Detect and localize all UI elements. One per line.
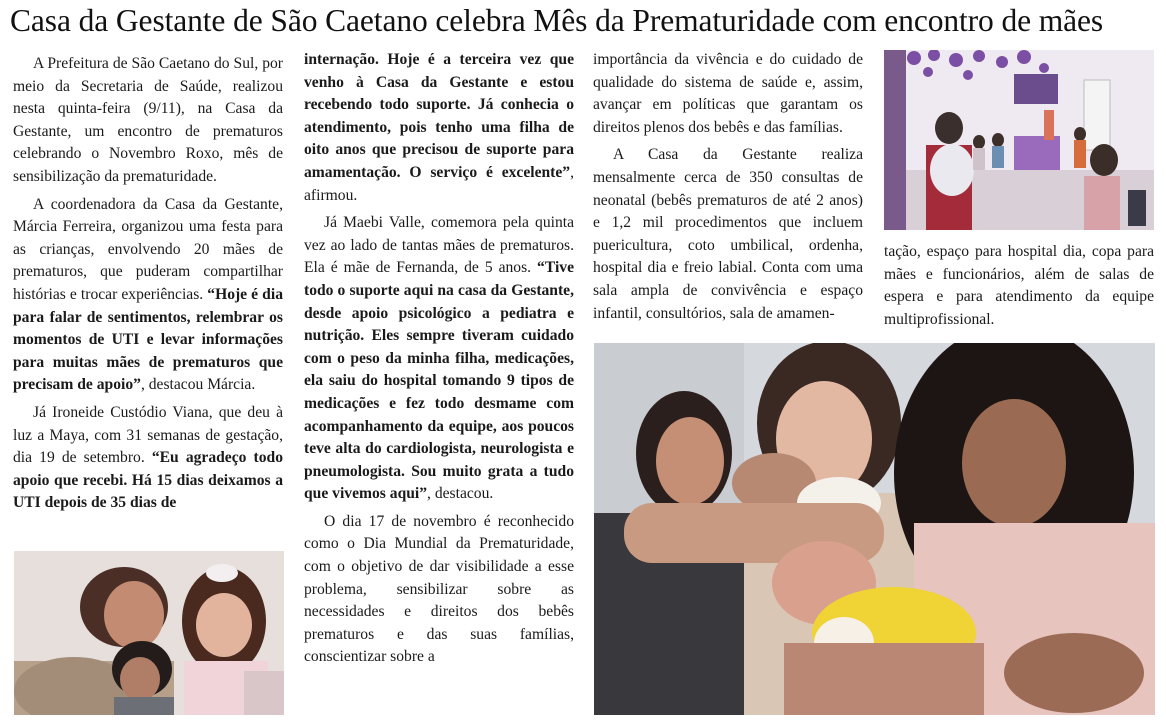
attribution: , destacou Márcia. bbox=[140, 376, 256, 394]
column-2 bbox=[304, 49, 574, 669]
paragraph-text: Já Maebi Valle, comemora pela quinta vez ao lado de tantas mães de prematuros. Ela é mãe de Fernanda, de 5 anos. bbox=[304, 214, 574, 277]
attribution: , afirmou. bbox=[304, 163, 574, 204]
paragraph-text: A coordenadora da Casa da Gestante, Márcia Ferreira, organizou uma festa para as crianças, envolvendo 20 mães de prematuros, que puderam compartilhar histórias e trocar experiências. bbox=[13, 195, 283, 303]
mother-children-photo bbox=[14, 551, 284, 715]
paragraph bbox=[304, 49, 574, 207]
quote: internação. Hoje é a terceira vez que venho à Casa da Gestante e estou recebendo todo suporte. Já conhecia o atendimento, pois tenho uma filha de oito anos que precisou de suporte para amamentação. O serviço é excelente” bbox=[304, 51, 574, 181]
paragraph bbox=[13, 194, 283, 397]
event-room-illustration bbox=[884, 50, 1154, 230]
quote: “Eu agradeço todo apoio que recebi. Há 15 dias deixamos a UTI depois de 35 dias de bbox=[13, 449, 284, 512]
paragraph bbox=[304, 212, 574, 506]
paragraph: tação, espaço para hospital dia, copa para mães e funcionários, além de salas de espera e para atendimento da equipe multiprofissional. bbox=[884, 243, 1154, 328]
mothers-with-babies-illustration bbox=[594, 343, 1155, 715]
column-3 bbox=[593, 49, 863, 325]
mother-children-illustration bbox=[14, 551, 284, 715]
event-room-photo bbox=[884, 50, 1154, 230]
paragraph: importância da vivência e do cuidado de qualidade do sistema de saúde e, assim, avançar em políticas que garantam os direitos plenos dos bebês e das famílias. bbox=[593, 51, 863, 136]
mothers-with-babies-photo bbox=[594, 343, 1155, 715]
column-1 bbox=[13, 53, 283, 515]
paragraph bbox=[13, 402, 283, 515]
quote: “Hoje é dia para falar de sentimentos, relembrar os momentos de UTI e levar informações para muitas mães de prematuros que precisam de apoio” bbox=[13, 285, 283, 394]
column-4 bbox=[884, 241, 1154, 331]
attribution: , destacou. bbox=[427, 485, 494, 503]
headline: Casa da Gestante de São Caetano celebra Mês da Prematuridade com encontro de mães bbox=[10, 3, 1104, 38]
paragraph: A Prefeitura de São Caetano do Sul, por meio da Secretaria de Saúde, realizou nesta quinta-feira (9/11), na Casa da Gestante, um encontro de prematuros celebrando o Novembro Roxo, mês de sensibilização da prematuridade. bbox=[13, 55, 283, 185]
paragraph: O dia 17 de novembro é reconhecido como o Dia Mundial da Prematuridade, com o objetivo de dar visibilidade a esse problema, sensibilizar sobre as necessidades e direitos dos bebês prematuros e das suas famílias, conscientizar sobre a bbox=[304, 512, 574, 666]
paragraph: A Casa da Gestante realiza mensalmente cerca de 350 consultas de neonatal (bebês prematuros de até 2 anos) e 1,2 mil procedimentos que incluem puericultura, coto umbilical, ordenha, hospital dia e freio labial. Conta com uma sala ampla de convivência e espaço infantil, consultórios, sala de amamen- bbox=[593, 146, 863, 322]
paragraph-text: Já Ironeide Custódio Viana, que deu à luz a Maya, com 31 semanas de gestação, dia 19 de setembro. bbox=[13, 403, 283, 467]
quote: “Tive todo o suporte aqui na casa da Gestante, desde apoio psicológico a pediatra e nutrição. Eles sempre tiveram cuidado com o peso da minha filha, medicações, ela saiu do hospital tomando 9 tipos de medicações e fez todo desmame com acompanhamento da equipe, aos poucos teve alta do cardiologista, neurologista e pneumologista. Sou muito grata a tudo que vivemos aqui” bbox=[304, 259, 574, 503]
